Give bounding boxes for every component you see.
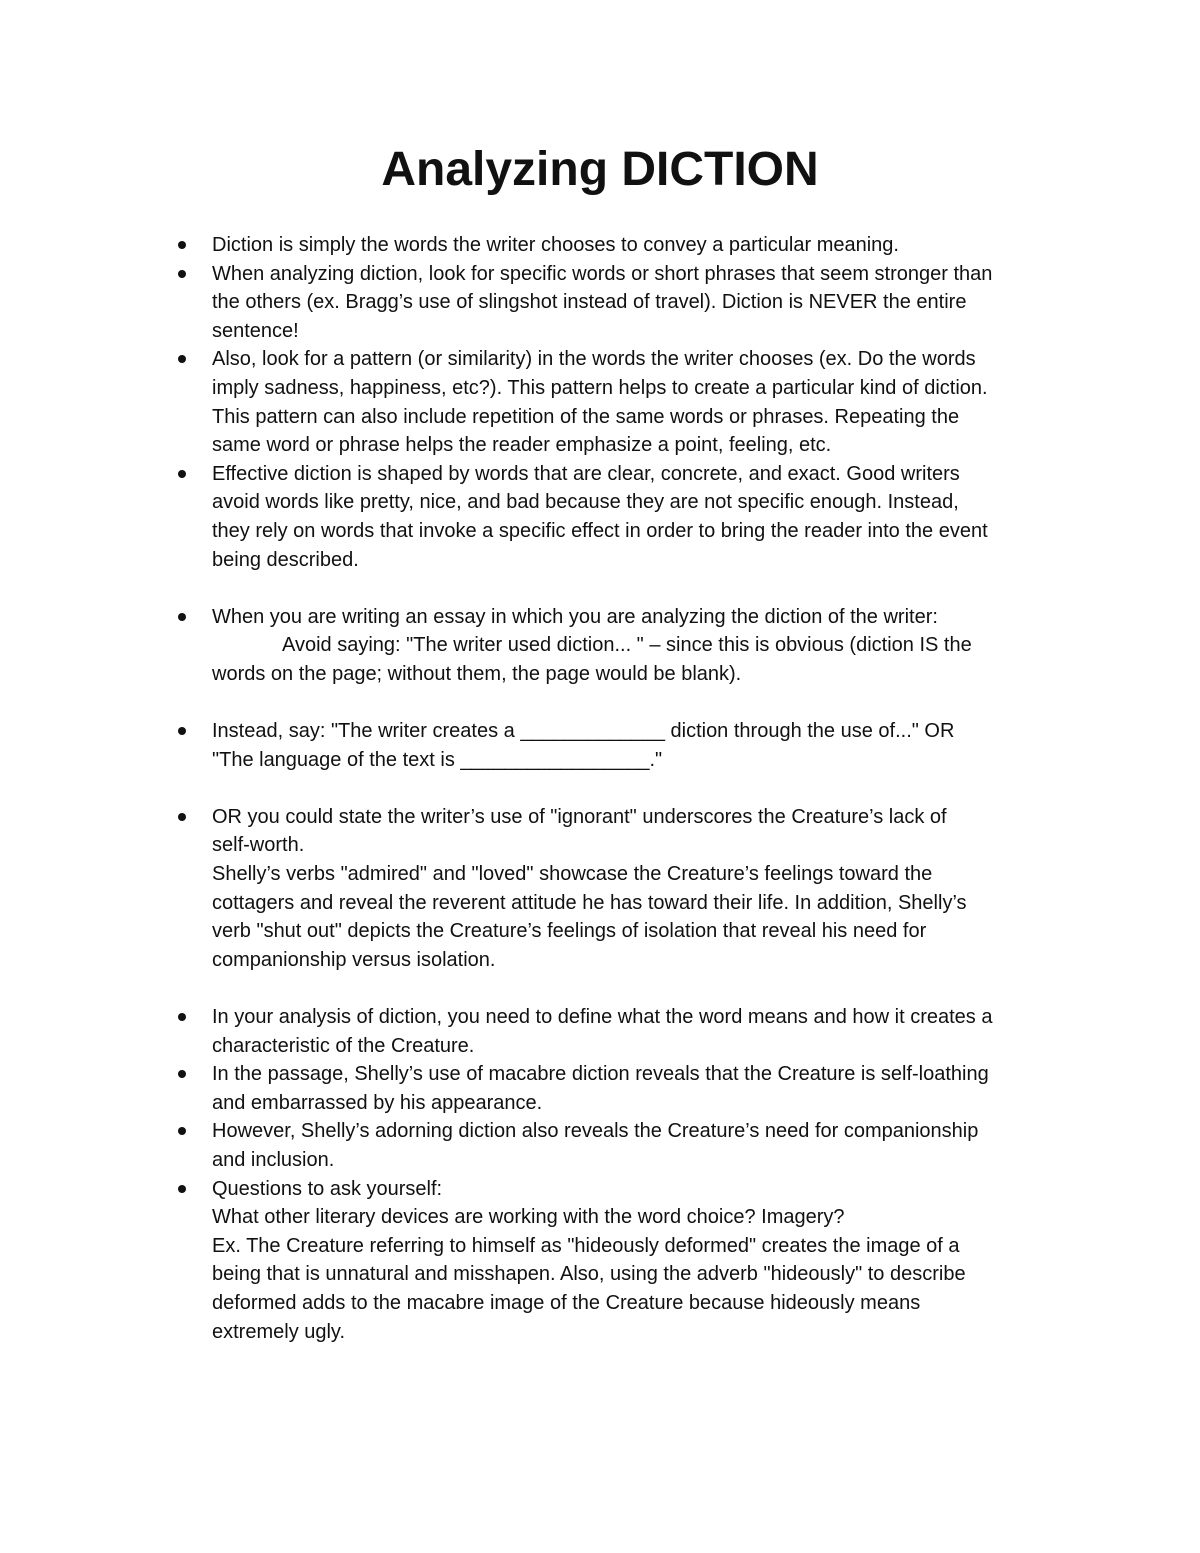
text-line: Questions to ask yourself: — [212, 1177, 443, 1200]
bullet-dot-icon — [178, 1013, 186, 1021]
bullet-dot-icon — [178, 1127, 186, 1135]
bullet-item-5 — [212, 603, 1062, 689]
bullet-dot-icon — [178, 1185, 186, 1193]
text-line: being described. — [212, 548, 359, 571]
bullet-dot-icon — [178, 270, 186, 278]
text-line: Effective diction is shaped by words that are clear, concrete, and exact. Good writers — [212, 462, 960, 485]
text-line: being that is unnatural and misshapen. Also, using the adverb "hideously" to describe — [212, 1263, 966, 1286]
bullet-list — [212, 231, 1062, 1346]
text-line: avoid words like pretty, nice, and bad because they are not specific enough. Instead, — [212, 491, 959, 514]
text-line: verb "shut out" depicts the Creature’s feelings of isolation that reveal his need for — [212, 920, 927, 943]
text-line-indented: Avoid saying: "The writer used diction... " – since this is obvious (diction IS the — [282, 634, 972, 657]
page-title: Analyzing DICTION — [381, 143, 819, 196]
text-line: extremely ugly. — [212, 1320, 346, 1343]
text-line: Also, look for a pattern (or similarity) in the words the writer chooses (ex. Do the words — [212, 348, 976, 371]
text-line: What other literary devices are working with the word choice? Imagery? — [212, 1206, 845, 1229]
text-line: When analyzing diction, look for specific words or short phrases that seem stronger than — [212, 262, 993, 285]
text-line: same word or phrase helps the reader emphasize a point, feeling, etc. — [212, 434, 832, 457]
bullet-dot-icon — [178, 613, 186, 621]
bullet-item-1 — [212, 231, 1062, 260]
text-line: imply sadness, happiness, etc?). This pattern helps to create a particular kind of diction. — [212, 376, 988, 399]
text-line: "The language of the text is _________________." — [212, 748, 663, 771]
bullet-dot-icon — [178, 1070, 186, 1078]
text-line: the others (ex. Bragg’s use of slingshot instead of travel). Diction is NEVER the entire — [212, 291, 967, 314]
bullet-dot-icon — [178, 470, 186, 478]
text-line: cottagers and reveal the reverent attitude he has toward their life. In addition, Shelly’s — [212, 891, 967, 914]
text-line: Diction is simply the words the writer chooses to convey a particular meaning. — [212, 234, 899, 256]
text-line: In the passage, Shelly’s use of macabre diction reveals that the Creature is self-loathing — [212, 1063, 989, 1086]
bullet-item-9 — [212, 1060, 1062, 1117]
text-line: they rely on words that invoke a specific effect in order to bring the reader into the event — [212, 519, 988, 542]
text-line: However, Shelly’s adorning diction also reveals the Creature’s need for companionship — [212, 1120, 979, 1143]
bullet-item-4 — [212, 460, 1062, 574]
text-line: and inclusion. — [212, 1149, 335, 1171]
bullet-item-2 — [212, 260, 1062, 346]
text-line: companionship versus isolation. — [212, 948, 496, 971]
text-line: sentence! — [212, 319, 299, 342]
bullet-dot-icon — [178, 813, 186, 821]
bullet-item-11 — [212, 1175, 1062, 1347]
text-line: Shelly’s verbs "admired" and "loved" showcase the Creature’s feelings toward the — [212, 863, 933, 886]
bullet-item-7 — [212, 803, 1062, 975]
text-line: Ex. The Creature referring to himself as "hideously deformed" creates the image of a — [212, 1234, 960, 1257]
text-line: When you are writing an essay in which you are analyzing the diction of the writer: — [212, 605, 938, 628]
text-line: self-worth. — [212, 834, 305, 857]
bullet-dot-icon — [178, 727, 186, 735]
bullet-item-6 — [212, 717, 1062, 774]
text-line: This pattern can also include repetition of the same words or phrases. Repeating the — [212, 405, 960, 428]
text-line: In your analysis of diction, you need to define what the word means and how it creates a — [212, 1006, 993, 1029]
bullet-item-10 — [212, 1117, 1062, 1174]
bullet-dot-icon — [178, 355, 186, 363]
text-line: and embarrassed by his appearance. — [212, 1091, 543, 1114]
text-line: deformed adds to the macabre image of the Creature because hideously means — [212, 1291, 921, 1314]
text-line: words on the page; without them, the page would be blank). — [212, 662, 742, 685]
text-line: OR you could state the writer’s use of "ignorant" underscores the Creature’s lack of — [212, 805, 947, 828]
bullet-item-3 — [212, 345, 1062, 459]
bullet-dot-icon — [178, 241, 186, 249]
bullet-item-8 — [212, 1003, 1062, 1060]
text-line: characteristic of the Creature. — [212, 1034, 475, 1057]
text-line: Instead, say: "The writer creates a _____________ diction through the use of..." OR — [212, 720, 955, 743]
